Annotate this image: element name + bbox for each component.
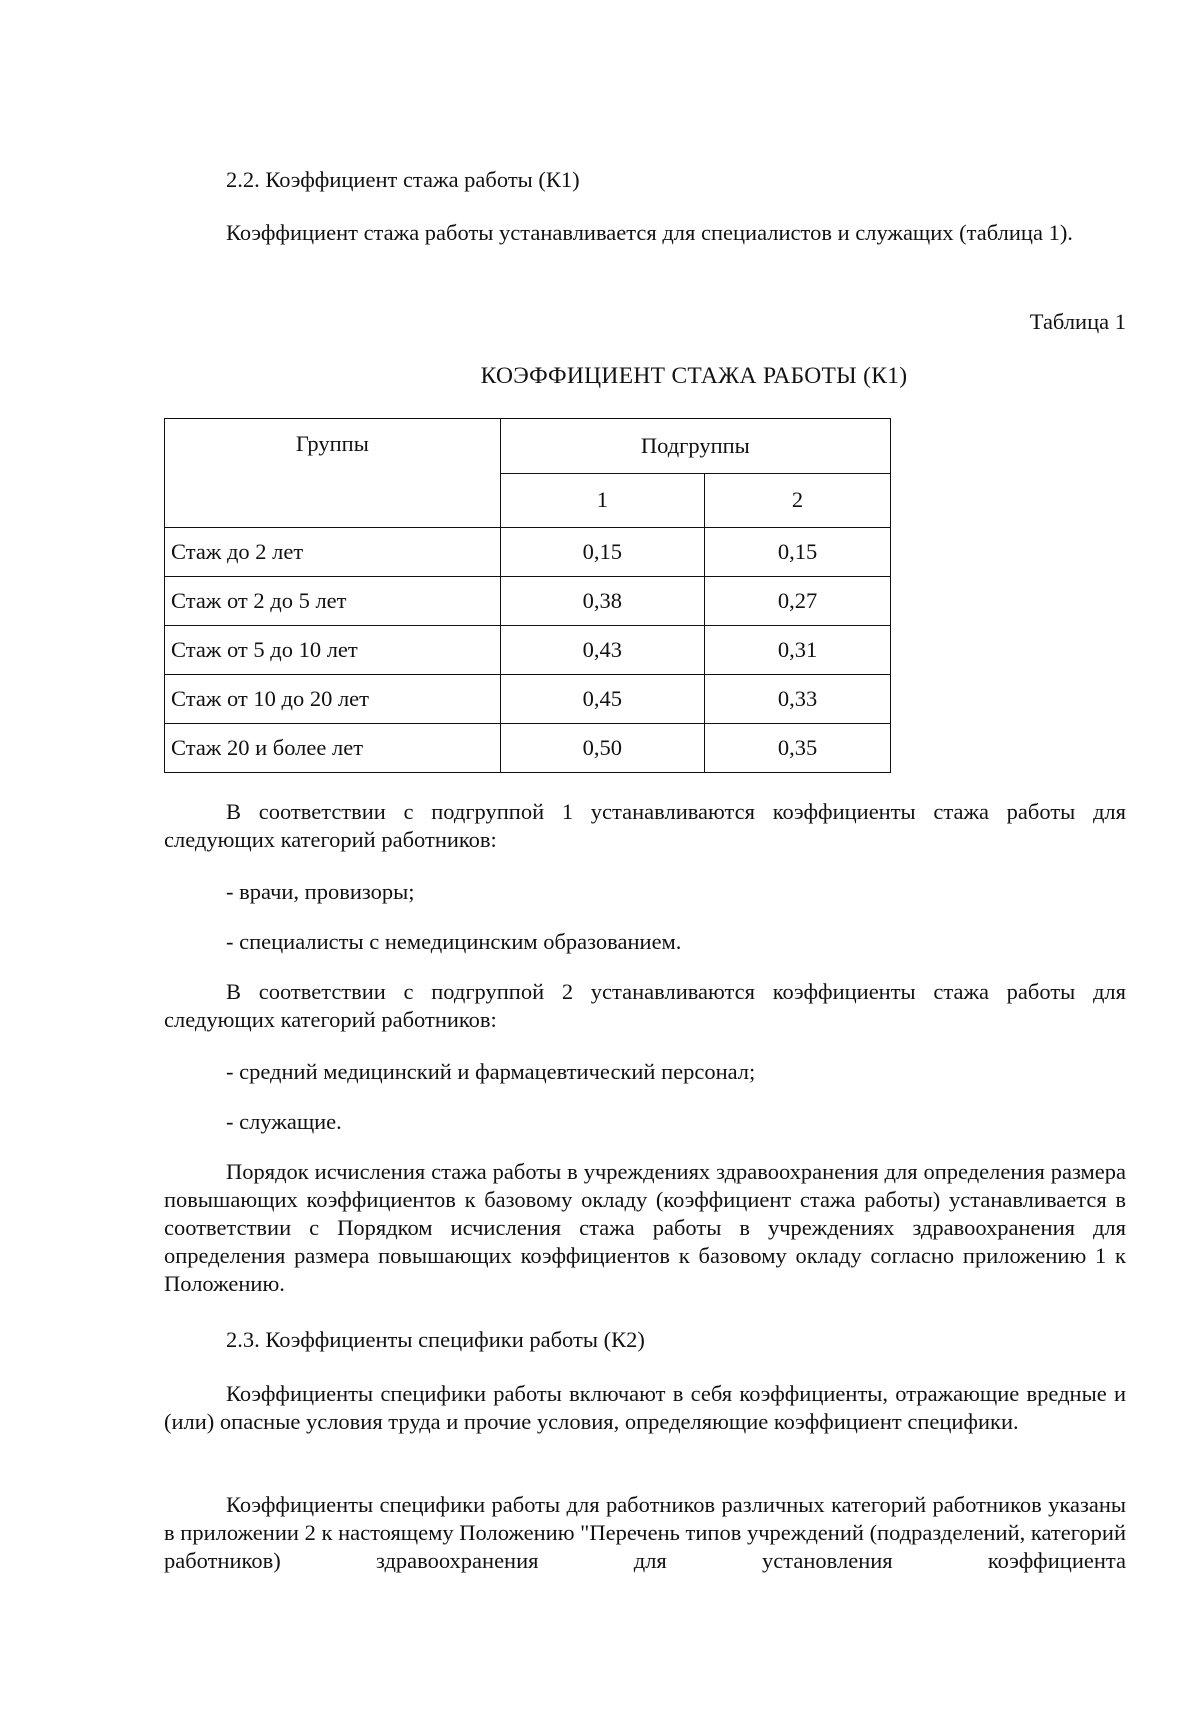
- row-group: Стаж от 5 до 10 лет: [165, 626, 501, 675]
- header-subgroup-1: 1: [500, 473, 704, 528]
- row-subgroup-2-value: 0,35: [705, 724, 891, 773]
- row-subgroup-2-value: 0,33: [705, 675, 891, 724]
- table-row: [165, 577, 891, 626]
- row-subgroup-1-value: 0,50: [500, 724, 704, 773]
- seniority-coefficient-table: [164, 418, 891, 773]
- table-row: [165, 675, 891, 724]
- section-2-3-para-1: Коэффициенты специфики работы включают в себя коэффициенты, отражающие вредные и (или) опасные условия труда и прочие условия, определяющие коэффициент специфики.: [164, 1381, 1126, 1434]
- table-row: [165, 724, 891, 773]
- row-group: Стаж от 10 до 20 лет: [165, 675, 501, 724]
- row-subgroup-1-value: 0,45: [500, 675, 704, 724]
- table-row: [165, 626, 891, 675]
- row-subgroup-2-value: 0,15: [705, 528, 891, 577]
- table-header-row: [165, 419, 891, 474]
- subgroup-1-paragraph: В соответствии с подгруппой 1 устанавливаются коэффициенты стажа работы для следующих категорий работников:: [164, 799, 1126, 852]
- calc-order-paragraph: Порядок исчисления стажа работы в учреждениях здравоохранения для определения размера повышающих коэффициентов к базовому окладу (коэффициент стажа работы) устанавливается в соответствии с Порядком исчисления стажа работы в учреждениях здравоохранения для определения размера повышающих коэффициентов к базовому окладу согласно приложению 1 к Положению.: [164, 1159, 1126, 1296]
- table-label: Таблица 1: [1029, 309, 1126, 334]
- row-subgroup-1-value: 0,38: [500, 577, 704, 626]
- table-row: [165, 528, 891, 577]
- row-group: Стаж 20 и более лет: [165, 724, 501, 773]
- header-groups: Группы: [165, 419, 501, 528]
- section-2-2-heading: 2.2. Коэффициент стажа работы (К1): [226, 167, 580, 192]
- row-subgroup-1-value: 0,15: [500, 528, 704, 577]
- subgroup-2-item: - служащие.: [226, 1109, 342, 1134]
- subgroup-2-item: - средний медицинский и фармацевтический персонал;: [226, 1059, 756, 1084]
- row-subgroup-1-value: 0,43: [500, 626, 704, 675]
- table-title: КОЭФФИЦИЕНТ СТАЖА РАБОТЫ (К1): [480, 363, 908, 389]
- subgroup-2-paragraph: В соответствии с подгруппой 2 устанавливаются коэффициенты стажа работы для следующих категорий работников:: [164, 979, 1126, 1032]
- row-group: Стаж от 2 до 5 лет: [165, 577, 501, 626]
- row-group: Стаж до 2 лет: [165, 528, 501, 577]
- header-subgroup-2: 2: [705, 473, 891, 528]
- section-2-2-intro: Коэффициент стажа работы устанавливается для специалистов и служащих (таблица 1).: [226, 220, 1073, 245]
- row-subgroup-2-value: 0,27: [705, 577, 891, 626]
- row-subgroup-2-value: 0,31: [705, 626, 891, 675]
- subgroup-1-item: - врачи, провизоры;: [226, 879, 415, 904]
- subgroup-1-item: - специалисты с немедицинским образованием.: [226, 929, 682, 954]
- section-2-3-para-2: Коэффициенты специфики работы для работников различных категорий работников указаны в приложении 2 к настоящему Положению "Перечень типов учреждений (подразделений, категорий работников) здравоохранения для установления коэффициента: [164, 1492, 1126, 1573]
- section-2-3-heading: 2.3. Коэффициенты специфики работы (К2): [226, 1327, 645, 1352]
- header-subgroups: Подгруппы: [500, 419, 890, 474]
